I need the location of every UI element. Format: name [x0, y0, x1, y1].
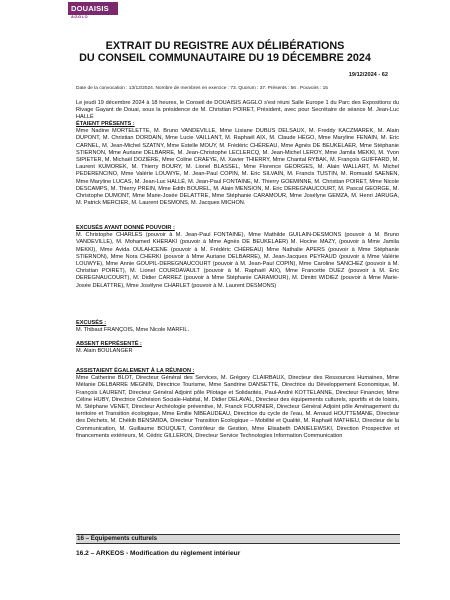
assistaient-section	[76, 368, 399, 440]
intro-paragraph: Le jeudi 19 décembre 2024 à 18 heures, le Conseil de DOUAISIS AGGLO s'est réuni Salle Europe 1 du Parc des Expositions du Rivage Gayant de Douai, sous la présidence de M. Christian POIRET, Président, avec pour Secrétaire de séance M. Jean-Luc HALLÉ	[76, 100, 399, 121]
presents-section	[76, 121, 399, 207]
excuses-heading: EXCUSÉS :	[76, 320, 107, 326]
document-title-line1: EXTRAIT DU REGISTRE AUX DÉLIBÉRATIONS	[105, 40, 345, 52]
absent-heading: ABSENT REPRÉSENTÉ :	[76, 341, 142, 347]
convocation-metadata: Date de la convocation : 13/12/2024. Nombre de membres en exercice : 73. Quorum : 37. Présents : 56 . Pouvoirs : 15	[76, 86, 328, 91]
excuses-list: M. Thibaut FRANÇOIS, Mme Nicole MARFIL.	[76, 327, 190, 334]
pouvoirs-section	[76, 225, 399, 290]
excuses-section	[76, 320, 399, 334]
section-heading-bar: 16 – Equipements culturels	[76, 534, 400, 544]
subsection-title: 16.2 – ARKEOS - Modification du règlement intérieur	[76, 550, 241, 557]
presents-list: Mme Nadine MORTELETTE, M. Bruno VANDEVILLE, Mme Lisiane DUBUS DELSAUX, M. Freddy KACZMAREK, M. Alain DUPONT, M. Christian DORDAIN, Mme Lucie VAILLANT, M. Raphaël AIX, M. Claude HÉGO, Mme Maryline FENAIN, M. Eric CARNEL, M. Jean-Michel SZATNY, Mme Estelle MOUY, M. Frédéric CHÉREAU, Mme Agnès DE BEUKELAER, Mme Stéphanie STIERNON, Mme Auriane DELBARRE, M. Jean-Christophe LECLERCQ, M. Jean-Michel LEROY, Mme Jamila MEKKI, M. Yvon SIPIETER, M. Michaël DOZIÈRE, Mme Coline CRAEYE, M. Xavier THIERRY, Mme Chantal RYBAK, M. François GUIFFARD, M. Laurent KUMOREK, M. Thierry BOURY, M. Lionel BLASSEL, Mme Florence GEORGES, M. Alain WALLART, M. Michel PEDERENCINO, Mme Valérie LOUWYE, M. Jean-Paul COPIN, M. Eric SILVAIN, M. Francis TUSTIN, M. Romuald SAENEN, Mme Maryline LUCAS, M. Jean-Luc HALLÉ, M. Jean-Paul FONTAINE, M. Thierry GOEMINNE, M. Christian POIRET, Mme Nicole DESCAMPS, M. Thierry PREIN, Mme Edith BOUREL, M. Alain MENSION, M. Eric DEREGNAUCOURT, M. Pascal GEORGE, M. Christophe DUMONT, Mme Marie-Josée DELATTRE, Mme Stéphanie CARAMOUR, Mme Josélyne GEMZA, M. Henri JARUGA, M. Patrick MERCIER, M. Laurent DESMONS, M. Jacques MICHON.	[76, 128, 399, 207]
absent-section	[76, 341, 399, 355]
logo-subtitle: AGGLO	[71, 14, 89, 19]
deliberation-reference: 19/12/2024 - 62	[348, 72, 388, 78]
pouvoirs-list: M. Christophe CHARLES (pouvoir à M. Jean-Paul FONTAINE), Mme Mathilde GUILAIN-DESMONS (pouvoir à M. Bruno VANDEVILLE), M. Mohamed KHERAKI (pouvoir à Mme Agnès DE BEUKELAER) M. Hocine MAZY, (pouvoir à Mme Jamila MEKKI), Mme Avida OULAHCENE (pouvoir à M. Frédéric CHÉREAU) Mme Nathalie APERS (pouvoir à Mme Stéphanie STIERNON), Mme Nora CHERKI (pouvoir à Mme Auriane DELBARRE), M. Jean-Jacques PEYRAUD (pouvoir à Mme Valérie LOUWYE), Mme Annie GOUPIL-DEREGNAUCOURT (pouvoir à M. Jean-Paul COPIN), Mme Caroline SANCHEZ (pouvoir à M. Christian POIRET), M. Lionel COURDAVAULT (pouvoir à M. Raphaël AIX), Mme Francette DUEZ (pouvoir à M. Eric DEREGNAUCOURT), M. Didier CARREZ (pouvoir à Mme Stéphanie CARAMOUR), M. Dimitri WIDIEZ (pouvoir à Mme Marie-Josée DELATTRE), Mme Josélyne CHARLET (pouvoir à M. Laurent DESMONS)	[76, 232, 399, 289]
document-title-line2: DU CONSEIL COMMUNAUTAIRE DU 19 DÉCEMBRE 2024	[79, 52, 371, 64]
absent-list: M. Alain BOULANGER	[76, 348, 133, 355]
pouvoirs-heading: EXCUSÉS AYANT DONNÉ POUVOIR :	[76, 225, 175, 231]
assistaient-list: Mme Catherine BLOT, Directeur Général des Services, M. Grégory CLAIRBAUX, Directeur des Ressources Humaines, Mme Mélanie DELBARRE MEGNIN, Directrice Tourisme, Mme Sandrine DANSETTE, Directrice du Développement Economique, M. François LAURENT, Directeur Général Adjoint pôle Pilotage et Solidarités, Paul-André KOTTELANNE, Directeur Financier, Mme Céline HUBY, Directrice Cohésion Sociale-Habitat, M. Didier DELAVAL, Directeur des équipements culturels, sportifs et de loisirs, M. Stéphane VENET, Directeur Archéologie préventive, M. Franck FOURNIER, Directeur Général Adjoint pôle Aménagement du territoire et Transition écologique, Mme Emilie NIBEAUDEAU, Directrice du cycle de l'eau, M. Arnaud HOUTTEMANE, Directeur des Déchets, M. Chékib BENSMIDA, Directeur Transition Ecologique – Mobilité et Qualité, M. Raphaël MATHIEU, Directeur de la Communication, M. Guillaume BOUQUET, Contrôleur de Gestion, Mme Elisabeth DANIELEWSKI, Direction Prospective et financements extérieurs, M. Cédric GILLERON, Directeur Service Technologies Information Communication	[76, 375, 399, 439]
assistaient-heading: ASSISTAIENT ÉGALEMENT À LA RÉUNION :	[76, 368, 195, 374]
logo-name: DOUAISIS	[71, 3, 109, 13]
presents-heading: ÉTAIENT PRÉSENTS :	[76, 121, 135, 127]
